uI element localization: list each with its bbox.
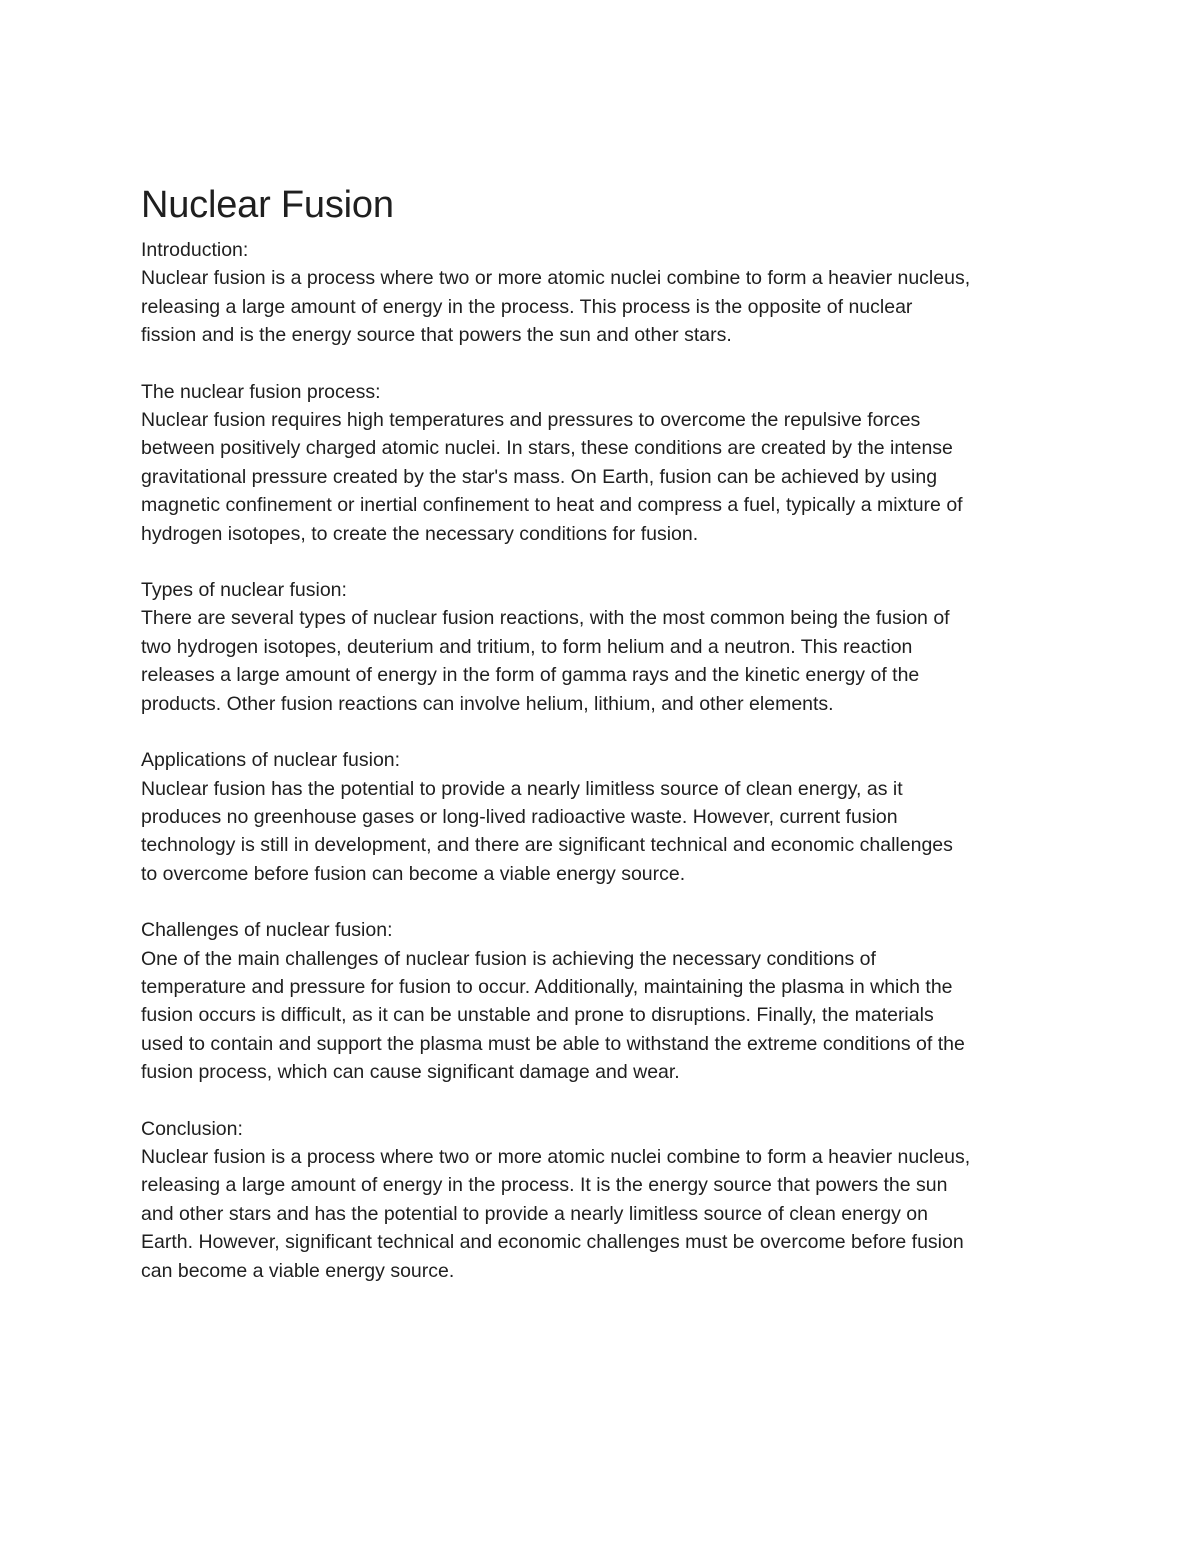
document-title: Nuclear Fusion	[141, 184, 394, 226]
section-types	[141, 576, 1071, 718]
section-heading: Applications of nuclear fusion:	[141, 749, 401, 772]
section-heading: The nuclear fusion process:	[141, 380, 381, 403]
section-body: There are several types of nuclear fusion reactions, with the most common being the fusion of two hydrogen isotopes, deuterium and tritium, to form helium and a neutron. This reaction releases a large amount of energy in the form of gamma rays and the kinetic energy of the products. Other fusion reactions can involve helium, lithium, and other elements.	[141, 607, 950, 715]
document-content	[141, 179, 1071, 1313]
section-fusion-process	[141, 378, 1071, 548]
section-heading: Challenges of nuclear fusion:	[141, 919, 393, 942]
section-body: Nuclear fusion is a process where two or more atomic nuclei combine to form a heavier nucleus, releasing a large amount of energy in the process. This process is the opposite of nuclear fission and is the energy source that powers the sun and other stars.	[141, 267, 971, 347]
section-heading: Conclusion:	[141, 1117, 243, 1140]
section-introduction	[141, 236, 1071, 350]
section-conclusion	[141, 1115, 1071, 1285]
section-body: Nuclear fusion requires high temperatures and pressures to overcome the repulsive forces between positively charged atomic nuclei. In stars, these conditions are created by the intense gravitational pressure created by the star's mass. On Earth, fusion can be achieved by using magnetic confinement or inertial confinement to heat and compress a fuel, typically a mixture of hydrogen isotopes, to create the necessary conditions for fusion.	[141, 409, 963, 545]
section-heading: Types of nuclear fusion:	[141, 579, 347, 602]
section-challenges	[141, 916, 1071, 1086]
section-applications	[141, 746, 1071, 888]
section-body: Nuclear fusion is a process where two or more atomic nuclei combine to form a heavier nucleus, releasing a large amount of energy in the process. It is the energy source that powers the sun and other stars and has the potential to provide a nearly limitless source of clean energy on Earth. However, significant technical and economic challenges must be overcome before fusion can become a viable energy source.	[141, 1145, 971, 1282]
section-heading: Introduction:	[141, 239, 249, 261]
section-body: One of the main challenges of nuclear fusion is achieving the necessary conditions of temperature and pressure for fusion to occur. Additionally, maintaining the plasma in which the fusion occurs is difficult, as it can be unstable and prone to disruptions. Finally, the materials used to contain and support the plasma must be able to withstand the extreme conditions of the fusion process, which can cause significant damage and wear.	[141, 947, 965, 1084]
section-body: Nuclear fusion has the potential to provide a nearly limitless source of clean energy, as it produces no greenhouse gases or long-lived radioactive waste. However, current fusion technology is still in development, and there are significant technical and economic challenges to overcome before fusion can become a viable energy source.	[141, 777, 953, 885]
